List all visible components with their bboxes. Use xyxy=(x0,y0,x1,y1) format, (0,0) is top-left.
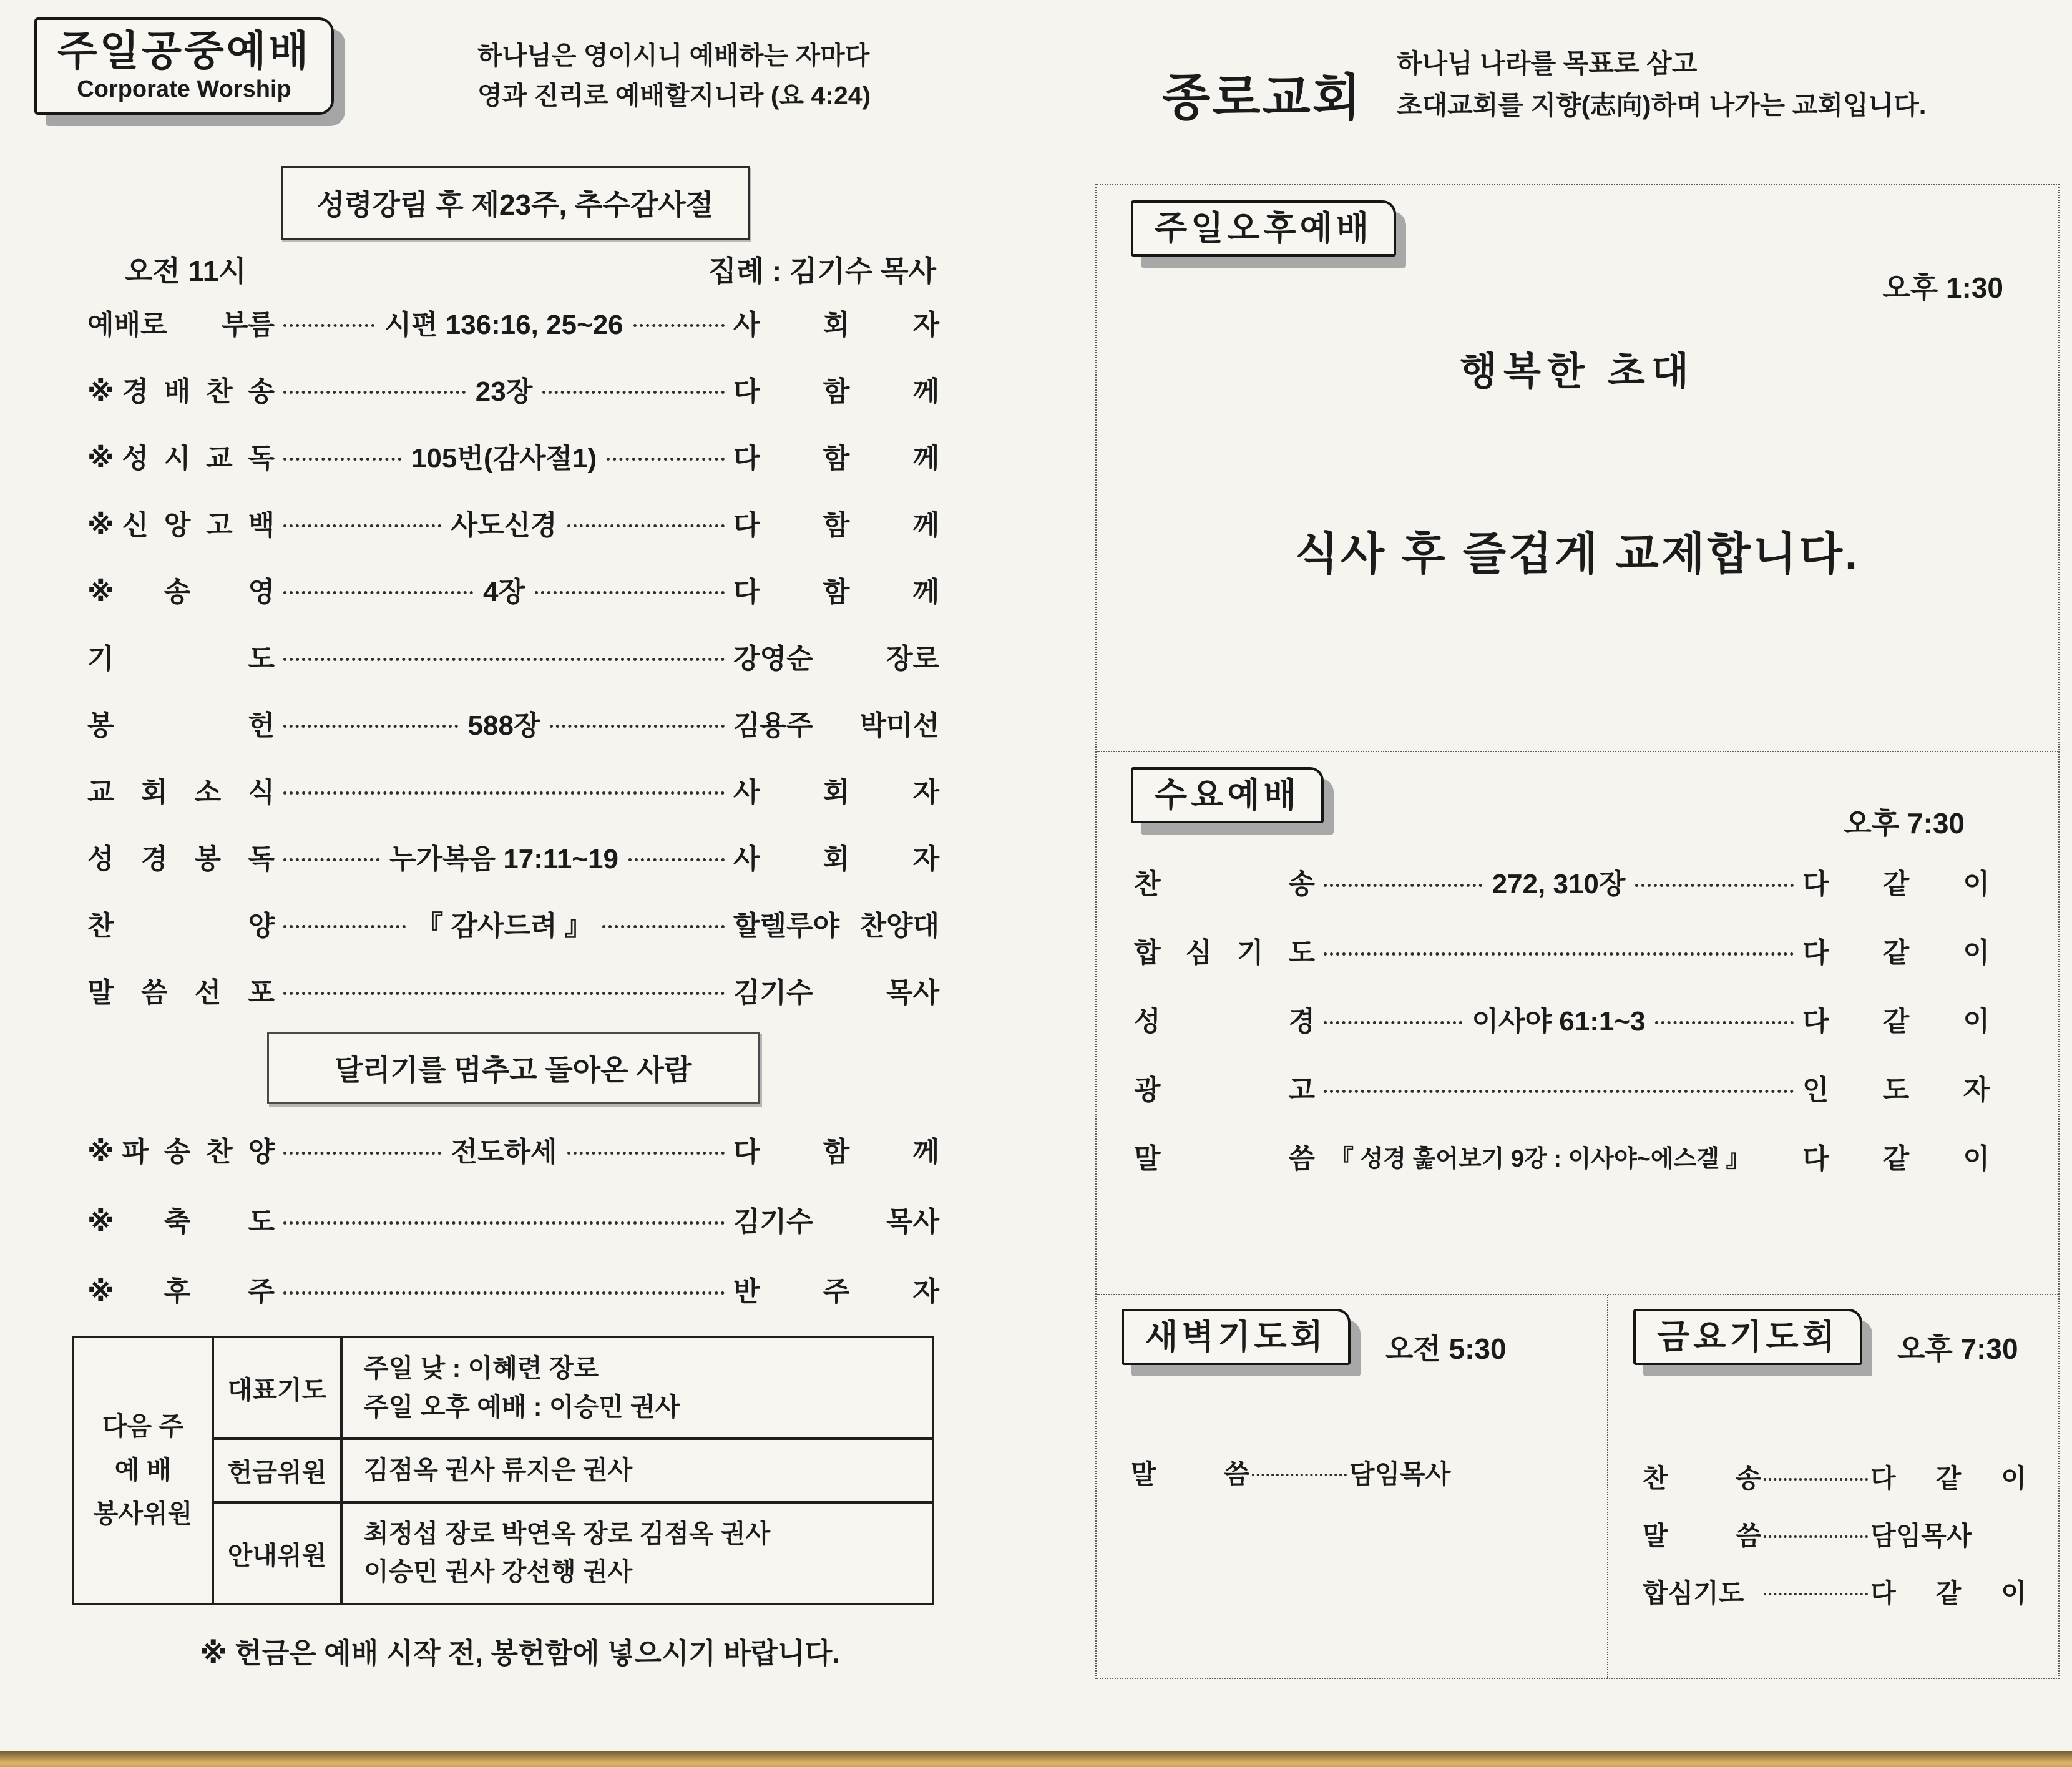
section-sunday-afternoon xyxy=(1097,185,2058,752)
order-performer: 반 주 자 xyxy=(733,1276,939,1307)
dotted-leader xyxy=(283,458,401,461)
order-row-united-prayer xyxy=(1643,1563,2026,1620)
order-label: ※신 앙 고 백 xyxy=(87,509,275,541)
dotted-leader xyxy=(1764,1478,1868,1481)
dotted-leader xyxy=(283,725,458,728)
role-cell: 안내위원 xyxy=(213,1502,341,1604)
order-label: 말 씀 xyxy=(1134,1143,1315,1174)
order-label: ※파 송 찬 양 xyxy=(87,1137,275,1167)
order-detail: 588장 xyxy=(467,710,540,741)
order-label: 광 고 xyxy=(1134,1075,1315,1105)
sermon-title-box xyxy=(267,1032,760,1104)
scan-table-edge xyxy=(0,1751,2072,1767)
group-line: 봉사위원 xyxy=(93,1499,193,1528)
order-label: 합심기도 xyxy=(1643,1579,1744,1608)
order-performer: 다 함 께 xyxy=(733,576,940,607)
friday-time: 오후 7:30 xyxy=(1897,1333,2018,1365)
value-cell xyxy=(341,1502,933,1604)
order-row-sending-hymn xyxy=(87,1114,939,1184)
dotted-leader xyxy=(283,791,725,795)
group-line: 예 배 xyxy=(114,1455,172,1484)
order-row-scripture xyxy=(1134,984,1990,1053)
dotted-leader xyxy=(283,324,374,327)
role-cell: 헌금위원 xyxy=(213,1439,341,1502)
order-detail: 272, 310장 xyxy=(1492,869,1626,899)
order-detail: 이사야 61:1~3 xyxy=(1472,1006,1646,1037)
order-label: 성 경 봉 독 xyxy=(87,843,275,874)
dotted-leader xyxy=(283,858,379,861)
dotted-leader xyxy=(283,1221,725,1225)
order-row-call xyxy=(87,288,939,355)
service-time-line xyxy=(125,248,936,290)
order-detail: 『 감사드려 』 xyxy=(416,910,592,941)
worship-order-list xyxy=(87,288,939,1324)
dotted-leader xyxy=(1324,884,1482,887)
dotted-leader xyxy=(633,324,725,327)
next-week-servers-table xyxy=(72,1336,934,1605)
order-performer: 담임목사 xyxy=(1870,1521,1972,1550)
order-row-message xyxy=(1131,1444,1505,1501)
dotted-leader xyxy=(602,925,725,928)
sermon-title: 달리기를 멈추고 돌아온 사람 xyxy=(335,1054,692,1086)
order-row-benediction xyxy=(87,1184,939,1254)
order-performer: 다 같 이 xyxy=(1802,869,1990,899)
corporate-worship-subtitle: Corporate Worship xyxy=(77,76,291,103)
friday-label-tag: 금요기도회 xyxy=(1633,1309,1862,1365)
group-cell xyxy=(73,1337,213,1604)
order-label: 교 회 소 식 xyxy=(87,776,275,808)
order-label: 찬 양 xyxy=(87,910,275,941)
dotted-leader xyxy=(1655,1021,1794,1024)
afternoon-message: 식사 후 즐겁게 교제합니다. xyxy=(1294,529,1860,579)
dotted-leader xyxy=(542,391,725,394)
order-row-scripture-reading xyxy=(87,823,939,889)
value-line: 주일 낮 : 이혜련 장로 xyxy=(364,1354,599,1383)
order-row-postlude xyxy=(87,1254,939,1324)
order-detail: 전도하세 xyxy=(451,1137,557,1167)
order-detail: 『 성경 훑어보기 9강 : 이사야~에스겔 』 xyxy=(1330,1145,1750,1172)
dawn-header xyxy=(1122,1309,1582,1368)
order-row-united-prayer xyxy=(1134,916,1990,984)
table-row xyxy=(73,1337,933,1439)
order-row-sermon xyxy=(87,956,939,1023)
season-box xyxy=(281,166,750,240)
order-label: 봉 헌 xyxy=(87,710,275,741)
order-row-announcements xyxy=(1134,1053,1990,1122)
order-row-hymn-praise xyxy=(87,355,939,422)
scripture-verse-line2: 영과 진리로 예배할지니라 (요 4:24) xyxy=(477,81,871,110)
order-performer: 담임목사 xyxy=(1349,1459,1451,1489)
order-performer: 김기수 목사 xyxy=(733,1207,939,1237)
dotted-leader xyxy=(1324,1090,1794,1093)
value-line: 이승민 권사 강선행 권사 xyxy=(364,1557,633,1586)
scripture-verse-line1: 하나님은 영이시니 예배하는 자마다 xyxy=(477,41,870,70)
dawn-prayer-box xyxy=(1097,1295,1608,1678)
dotted-leader xyxy=(283,925,406,928)
dotted-leader xyxy=(567,1152,725,1155)
dotted-leader xyxy=(1635,884,1794,887)
value-line: 최정섭 장로 박연옥 장로 김점옥 권사 xyxy=(364,1519,771,1548)
order-performer: 사 회 자 xyxy=(733,776,939,808)
corporate-worship-title: 주일공중예배 xyxy=(57,27,311,74)
order-row-offering xyxy=(87,689,939,756)
dotted-leader xyxy=(283,591,473,594)
order-performer: 다 같 이 xyxy=(1802,937,1990,968)
dotted-leader xyxy=(607,458,725,461)
right-page-frame xyxy=(1095,184,2060,1679)
dotted-leader xyxy=(283,391,466,394)
dotted-leader xyxy=(1324,952,1794,956)
dawn-time: 오전 5:30 xyxy=(1385,1333,1507,1365)
order-label: ※성 시 교 독 xyxy=(87,443,275,474)
order-row-message xyxy=(1134,1122,1990,1190)
wednesday-time: 오후 7:30 xyxy=(1844,807,1965,839)
church-tagline-line2: 초대교회를 지향(志向)하며 나가는 교회입니다. xyxy=(1397,91,1927,120)
friday-prayer-box xyxy=(1608,1295,2058,1678)
section-prayer-meetings xyxy=(1097,1295,2058,1678)
order-performer: 다 함 께 xyxy=(733,443,940,474)
order-label: 기 도 xyxy=(87,643,275,674)
order-row-message xyxy=(1643,1505,2026,1563)
dotted-leader xyxy=(283,992,725,995)
order-detail: 시편 136:16, 25~26 xyxy=(384,309,623,340)
dotted-leader xyxy=(1764,1535,1868,1538)
order-performer: 다 함 께 xyxy=(733,509,940,541)
service-time: 오전 11시 xyxy=(125,255,247,287)
order-performer: 인 도 자 xyxy=(1802,1075,1990,1105)
value-line: 주일 오후 예배 : 이승민 권사 xyxy=(364,1392,680,1421)
order-performer: 김기수 목사 xyxy=(733,977,939,1008)
order-performer: 사 회 자 xyxy=(733,843,940,874)
order-row-hymn xyxy=(1643,1448,2026,1505)
order-performer: 강영순 장로 xyxy=(733,643,939,674)
order-detail: 사도신경 xyxy=(451,509,557,541)
order-label: 예배로 부름 xyxy=(87,309,275,340)
value-cell xyxy=(341,1439,933,1502)
afternoon-title: 행복한 초대 xyxy=(1460,350,1695,393)
order-row-hymn xyxy=(1134,847,1990,916)
afternoon-label-tag: 주일오후예배 xyxy=(1131,200,1396,257)
order-label: ※경 배 찬 송 xyxy=(87,376,275,407)
wednesday-label-tag: 수요예배 xyxy=(1131,767,1324,823)
friday-order-list xyxy=(1643,1448,2026,1620)
order-performer: 다 같 이 xyxy=(1870,1464,2026,1493)
section-wednesday xyxy=(1097,752,2058,1295)
value-cell xyxy=(341,1337,933,1439)
scripture-verse xyxy=(477,36,871,115)
order-label: 말 씀 선 포 xyxy=(87,977,275,1008)
group-line: 다음 주 xyxy=(102,1412,184,1441)
afternoon-time: 오후 1:30 xyxy=(1882,272,2003,304)
order-performer: 다 함 께 xyxy=(733,1137,940,1167)
church-tagline-line1: 하나님 나라를 목표로 삼고 xyxy=(1397,49,1698,78)
order-row-announcements xyxy=(87,756,939,823)
order-label: ※송 영 xyxy=(87,576,275,607)
corporate-worship-header-box xyxy=(34,17,334,115)
dawn-order-list xyxy=(1131,1444,1505,1501)
order-label: 합 심 기 도 xyxy=(1134,937,1315,968)
wednesday-order-list xyxy=(1134,847,1990,1190)
order-label: ※축 도 xyxy=(87,1207,275,1237)
dotted-leader xyxy=(283,1152,441,1155)
dotted-leader xyxy=(1252,1474,1347,1476)
dotted-leader xyxy=(628,858,725,861)
dotted-leader xyxy=(1324,1021,1462,1024)
order-row-gloria xyxy=(87,556,939,622)
order-label: 성 경 xyxy=(1134,1006,1315,1037)
friday-header xyxy=(1633,1309,2033,1368)
order-label: ※후 주 xyxy=(87,1276,275,1307)
order-label: 찬 송 xyxy=(1643,1464,1761,1493)
dotted-leader xyxy=(567,524,725,527)
order-label: 말 씀 xyxy=(1643,1521,1761,1550)
dawn-label-tag: 새벽기도회 xyxy=(1122,1309,1351,1365)
order-detail: 누가복음 17:11~19 xyxy=(389,843,618,874)
order-detail: 4장 xyxy=(483,576,525,607)
order-performer: 다 같 이 xyxy=(1802,1143,1990,1174)
dotted-leader xyxy=(283,524,441,527)
order-performer: 사 회 자 xyxy=(733,309,940,340)
church-name: 종로교회 xyxy=(1162,70,1363,125)
dotted-leader xyxy=(283,1291,725,1295)
dotted-leader xyxy=(535,591,725,594)
order-detail: 23장 xyxy=(475,376,533,407)
officiant: 집례 : 김기수 목사 xyxy=(708,255,936,287)
role-cell: 대표기도 xyxy=(213,1337,341,1439)
order-row-responsive-reading xyxy=(87,422,939,489)
order-performer: 다 함 께 xyxy=(733,376,940,407)
order-performer: 김용주 박미선 xyxy=(733,710,940,741)
order-row-creed xyxy=(87,489,939,556)
dotted-leader xyxy=(550,725,725,728)
order-label: 찬 송 xyxy=(1134,869,1315,899)
order-label: 말 씀 xyxy=(1131,1459,1249,1489)
offering-note: ※ 헌금은 예배 시작 전, 봉헌함에 넣으시기 바랍니다. xyxy=(200,1637,840,1669)
season-text: 성령강림 후 제23주, 추수감사절 xyxy=(316,188,714,221)
dotted-leader xyxy=(1764,1593,1868,1595)
value-line: 김점옥 권사 류지은 권사 xyxy=(364,1456,633,1484)
church-tagline xyxy=(1397,42,1926,126)
order-row-anthem xyxy=(87,889,939,956)
order-performer: 다 같 이 xyxy=(1802,1006,1990,1037)
order-row-prayer xyxy=(87,622,939,689)
order-performer: 다 같 이 xyxy=(1870,1579,2026,1608)
order-performer: 할렐루야 찬양대 xyxy=(733,910,939,941)
order-detail: 105번(감사절1) xyxy=(411,443,597,474)
dotted-leader xyxy=(283,658,725,661)
